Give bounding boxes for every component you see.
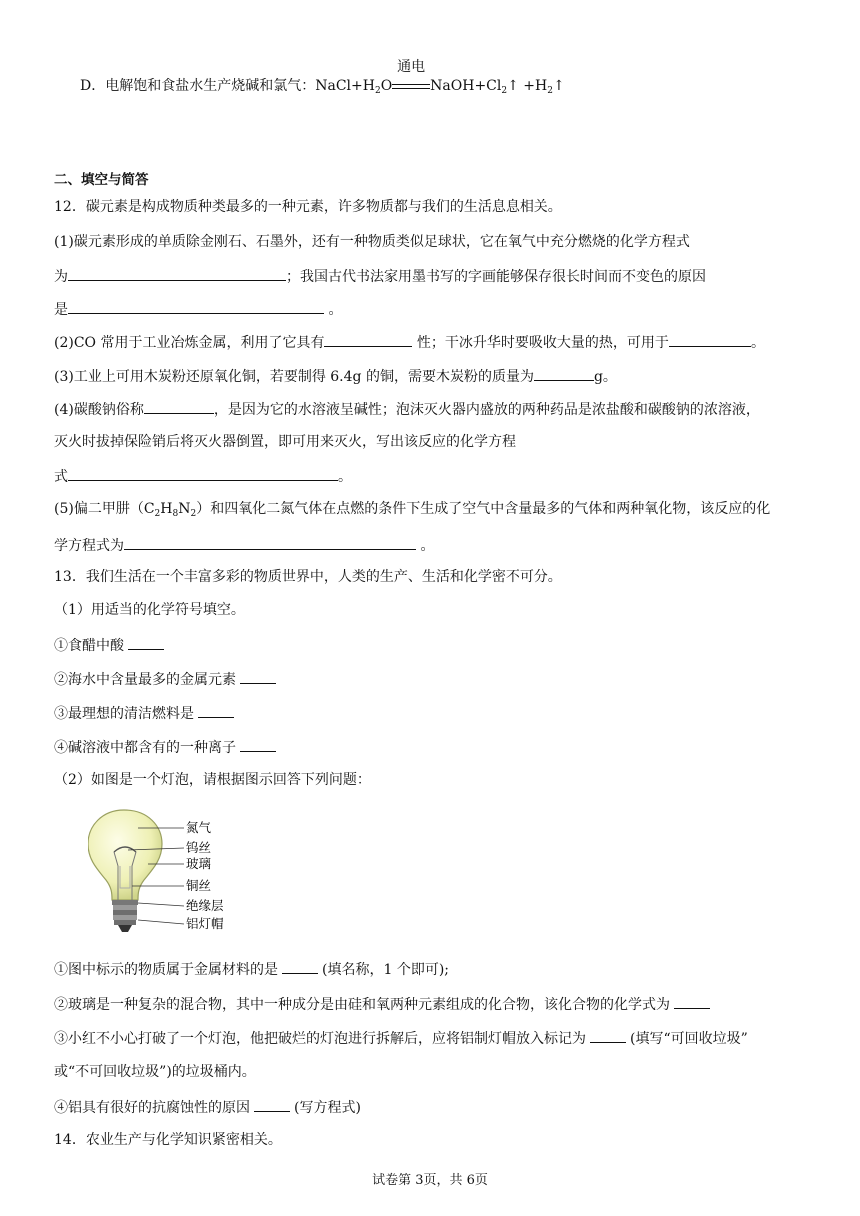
aluminum-cap-icon: [113, 905, 137, 932]
q12-p2: (2)CO 常用于工业冶炼金属，利用了它具有 性；干冰升华时要吸收大量的热，可用于 。: [54, 331, 820, 353]
gas-up-arrow-icon: ↑: [552, 78, 565, 94]
answer-blank[interactable]: [240, 736, 276, 752]
q13-answer1: ①图中标示的物质属于金属材料的是 (填名称，1 个即可);: [54, 958, 820, 980]
answer-blank[interactable]: [282, 958, 318, 974]
answer-blank[interactable]: [534, 365, 594, 381]
label-copper: 铜丝: [186, 878, 212, 893]
answer-blank[interactable]: [68, 298, 324, 314]
gas-up-arrow-icon: ↑: [507, 78, 519, 94]
q12-p1a: (1)碳元素形成的单质除金刚石、石墨外，还有一种物质类似足球状，它在氧气中充分燃烧的化学方程式: [54, 234, 690, 250]
q13-answer2: ②玻璃是一种复杂的混合物，其中一种成分是由硅和氧两种元素组成的化合物，该化合物的化学式为: [54, 993, 820, 1015]
q13-stem: 13．我们生活在一个丰富多彩的物质世界中，人类的生产、生活和化学密不可分。: [54, 569, 562, 585]
q13-answer4: ④铝具有很好的抗腐蚀性的原因 (写方程式): [54, 1096, 820, 1118]
q13-part1: （1）用适当的化学符号填空。: [54, 602, 245, 618]
q13-answer3: ③小红不小心打破了一个灯泡，他把破烂的灯泡进行拆解后，应将铝制灯帽放入标记为 (填写“可回收垃圾”: [54, 1027, 820, 1049]
answer-blank[interactable]: [674, 993, 710, 1009]
label-tungsten: 钨丝: [186, 840, 212, 855]
q12-p5b: 学方程式为 。: [54, 534, 820, 556]
answer-blank[interactable]: [144, 398, 214, 414]
q13-answer3-cont: 或“不可回收垃圾”)的垃圾桶内。: [54, 1064, 256, 1080]
q12-p4b: 灭火时拔掉保险销后将灭火器倒置，即可用来灭火，写出该反应的化学方程: [54, 434, 516, 450]
answer-blank[interactable]: [254, 1096, 290, 1112]
page-footer: 试卷第 3页，共 6页: [372, 1173, 488, 1188]
answer-blank[interactable]: [124, 534, 416, 550]
label-insulation: 绝缘层: [186, 898, 224, 913]
q12-stem: 12．碳元素是构成物质种类最多的一种元素，许多物质都与我们的生活息息相关。: [54, 199, 562, 215]
label-aluminum-cap: 铝灯帽: [186, 916, 224, 931]
q12-p1c: 是 。: [54, 298, 820, 320]
answer-blank[interactable]: [669, 331, 751, 347]
answer-blank[interactable]: [324, 331, 412, 347]
glass-bulb-icon: [88, 810, 162, 900]
label-nitrogen: 氮气: [186, 820, 212, 835]
section-title: 二、填空与简答: [54, 172, 149, 188]
q12-p4a: (4)碳酸钠俗称 ，是因为它的水溶液呈碱性；泡沫灭火器内盛放的两种药品是浓盐酸和碳酸钠的浓溶液，: [54, 398, 820, 420]
option-d: D．电解饱和食盐水生产烧碱和氯气：$NaCl+H_2O$ 通电 $NaOH+Cl_2↑$ $+H_2↑$: [80, 59, 565, 96]
answer-blank[interactable]: [240, 668, 276, 684]
q13-item2: ②海水中含量最多的金属元素: [54, 668, 820, 690]
insulation-icon: [112, 900, 138, 905]
q12-p4c: 式 。: [54, 465, 820, 487]
answer-blank[interactable]: [198, 702, 234, 718]
label-glass: 玻璃: [186, 856, 212, 871]
q13-part2: （2）如图是一个灯泡，请根据图示回答下列问题：: [54, 772, 371, 788]
q12-p3: (3)工业上可用木炭粉还原氧化铜，若要制得 6.4g 的铜，需要木炭粉的质量为 g。: [54, 365, 820, 387]
equals-sign: [392, 84, 430, 89]
answer-blank[interactable]: [68, 265, 286, 281]
q13-item3: ③最理想的清洁燃料是: [54, 702, 820, 724]
q13-item1: ①食醋中酸: [54, 634, 820, 656]
q12-p1b: 为 ；我国古代书法家用墨书写的字画能够保存很长时间而不变色的原因: [54, 265, 820, 287]
q13-item4: ④碱溶液中都含有的一种离子: [54, 736, 820, 758]
q14-stem: 14．农业生产与化学知识紧密相关。: [54, 1132, 282, 1148]
light-bulb-figure: [88, 808, 248, 942]
answer-blank[interactable]: [590, 1027, 626, 1043]
answer-blank[interactable]: [68, 465, 338, 481]
answer-blank[interactable]: [128, 634, 164, 650]
reaction-condition: 通电: [392, 76, 430, 96]
q12-p5a: (5)偏二甲肼$(C_2H_8N_2)$和四氧化二氮气体在点燃的条件下生成了空气中含量最多的气体和两种氧化物，该反应的化: [54, 501, 771, 519]
